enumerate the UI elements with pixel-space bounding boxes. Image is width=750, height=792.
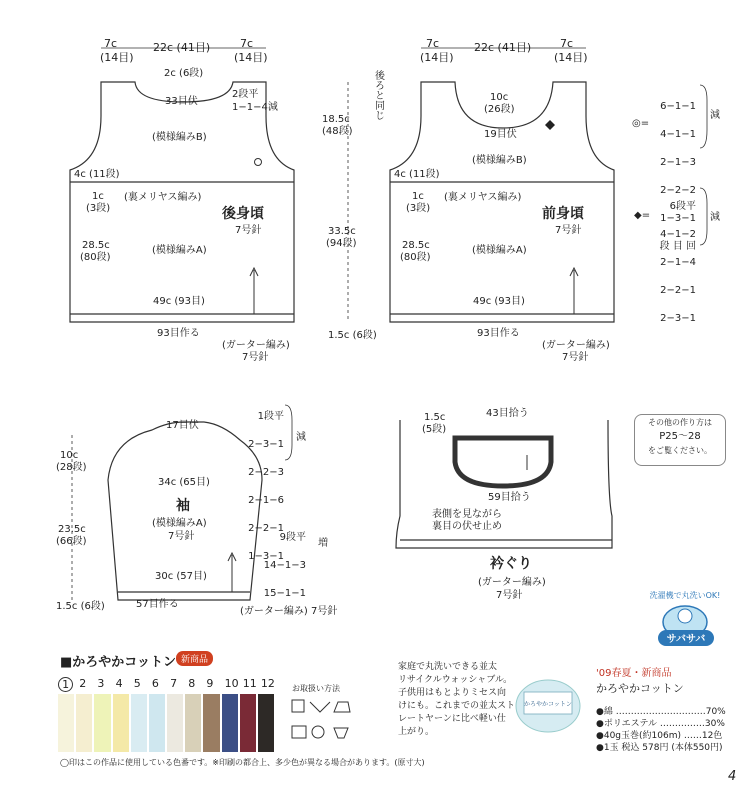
spec-cotton: ●綿 …………………………70% <box>596 707 726 717</box>
sleeve-inc-table: 9段平 14−1−3 15−1−1 <box>263 532 306 599</box>
season-label: '09春夏・新商品 <box>596 668 672 679</box>
collar-neck-band <box>455 438 551 486</box>
color-swatch <box>58 694 74 752</box>
collar-note-2: 裏目の伏せ止め <box>432 521 502 532</box>
front-neck-width: 22c (41目) <box>474 41 532 54</box>
sleeve-needle: 7号針 <box>168 531 195 542</box>
care-icons <box>290 698 354 746</box>
collar-garter: (ガーター編み) <box>478 577 546 588</box>
swatch-number: 8 <box>188 677 196 690</box>
sleeve-dec-label: 減 <box>296 432 306 443</box>
front-lower-rows: (80段) <box>400 252 431 263</box>
color-swatch <box>113 694 129 752</box>
dry-icon <box>292 726 306 738</box>
back-neck-cast-off: 33目伏 <box>165 96 198 107</box>
collar-needle: 7号針 <box>496 590 523 601</box>
back-needle: 7号針 <box>235 225 262 236</box>
front-left-stitches: (14目) <box>420 51 454 64</box>
swatch-number: 7 <box>170 677 178 690</box>
collar-note-1: 表側を見ながら <box>432 509 502 520</box>
front-reverse-label: (裏メリヤス編み) <box>444 192 522 203</box>
washable-badge <box>630 578 740 653</box>
front-side-label: 4c (11段) <box>394 169 440 180</box>
circle-decrease-label: 減 <box>710 110 720 121</box>
color-swatch <box>167 694 183 752</box>
swatch-number: 6 <box>151 677 159 690</box>
color-swatch <box>185 694 201 752</box>
color-swatch <box>76 694 92 752</box>
back-band-height: 1c <box>92 191 104 202</box>
swatch-number: 11 <box>242 677 257 690</box>
back-lower-rows: (80段) <box>80 252 111 263</box>
front-pattern-a: (模様編みA) <box>472 245 527 256</box>
color-swatch <box>240 694 256 752</box>
collar-name: 衿ぐり <box>490 556 532 572</box>
swatch-number: 4 <box>115 677 123 690</box>
front-right-width: 7c <box>560 37 574 50</box>
back-reverse-label: (裏メリヤス編み) <box>124 192 202 203</box>
yarn-description: 家庭で丸洗いできる並太 リサイクルウォッシャブル。 子供用はもとよりミセス向 けにも。これまでの並太スト レートヤーンに比べ軽い仕 上がり。 <box>398 662 516 737</box>
front-pattern-b: (模様編みB) <box>472 155 527 166</box>
total-rows: (94段) <box>326 238 357 249</box>
back-garter-needle: 7号針 <box>242 352 269 363</box>
front-body-name: 前身頃 <box>542 206 584 222</box>
front-right-stitches: (14目) <box>554 51 588 64</box>
front-band-height: 1c <box>412 191 424 202</box>
collar-band: 1.5c <box>424 412 446 423</box>
front-garter-needle: 7号針 <box>562 352 589 363</box>
color-swatches <box>58 694 276 752</box>
color-swatch <box>203 694 219 752</box>
sleeve-hem: 1.5c (6段) <box>56 601 105 612</box>
color-swatch <box>258 694 274 752</box>
back-body-name: 後身頃 <box>222 206 264 222</box>
back-left-width: 7c <box>104 37 118 50</box>
back-lower-height: 28.5c <box>82 240 110 251</box>
back-band-rows: (3段) <box>86 203 111 214</box>
back-armhole-height: 18.5c <box>322 114 350 125</box>
front-cast-on: 93目作る <box>477 328 520 339</box>
color-footnote: ◯印はこの作品に使用している色番です。※印刷の都合上、多少色が異なる場合があります。(原寸大) <box>60 758 425 767</box>
front-neck-depth: 10c <box>490 92 509 103</box>
spec-ball: ●40g玉巻(約106m) ……12色 <box>596 731 723 741</box>
front-left-width: 7c <box>426 37 440 50</box>
badge-logo: サバサバ <box>666 634 706 645</box>
front-bottom-width: 49c (93目) <box>473 296 525 307</box>
swatch-number: 3 <box>97 677 105 690</box>
hem-height: 1.5c (6段) <box>328 330 377 341</box>
product-name: かろやかコットン <box>596 682 684 695</box>
color-swatch <box>222 694 238 752</box>
front-garter: (ガーター編み) <box>542 340 610 351</box>
back-bottom-width: 49c (93目) <box>153 296 205 307</box>
back-side-label: 4c (11段) <box>74 169 120 180</box>
diamond-decrease-table: 6段平 4−1−2 2−1−4 2−2−1 2−3−1 <box>660 201 696 324</box>
front-neck-cast-off: 19目伏 <box>484 129 517 140</box>
iron-icon <box>334 702 350 712</box>
back-shoulder-rows: 2段平 <box>232 89 259 100</box>
sleeve-body-rows: (66段) <box>56 536 87 547</box>
ball-label: かろやかコットン <box>524 701 572 708</box>
back-left-stitches: (14目) <box>100 51 134 64</box>
color-swatch <box>131 694 147 752</box>
back-pattern-a: (模様編みA) <box>152 245 207 256</box>
sleeve-cast-off: 17目伏 <box>166 420 199 431</box>
dryclean-icon <box>312 726 324 738</box>
no-bleach-icon <box>310 702 330 712</box>
circle-decrease-table: 6−1−1 4−1−1 2−1−3 2−2−2 1−3−1 段 目 回 <box>659 101 696 252</box>
sleeve-cap-dec-table: 1段平 2−3−1 2−2−3 2−1−6 2−2−1 1−3−1 <box>248 411 284 562</box>
sleeve-cap-height: 10c <box>60 450 79 461</box>
back-shoulder-dec: 1−1−4減 <box>232 102 278 113</box>
front-needle: 7号針 <box>555 225 582 236</box>
spec-polyester: ●ポリエステル ……………30% <box>596 719 725 729</box>
sleeve-name: 袖 <box>176 498 190 514</box>
front-neck-rows: (26段) <box>484 104 515 115</box>
collar-pickup-bottom: 59目拾う <box>488 492 531 503</box>
swatch-number: 2 <box>79 677 87 690</box>
sleeve-pattern: (模様編みA) <box>152 518 207 529</box>
sleeve-cast-on: 57目作る <box>136 599 179 610</box>
sleeve-inc-label: 増 <box>318 538 328 549</box>
yarn-ball <box>512 666 584 738</box>
front-lower-height: 28.5c <box>402 240 430 251</box>
page-number: 4 <box>728 769 737 784</box>
front-band-rows: (3段) <box>406 203 431 214</box>
swatch-number: 9 <box>206 677 214 690</box>
diamond-symbol: ◆= <box>634 210 651 221</box>
same-as-back: 後ろと同じ <box>372 70 384 120</box>
color-swatch <box>149 694 165 752</box>
swatch-number: 1 <box>58 677 73 692</box>
hang-dry-icon <box>334 728 348 738</box>
circle-symbol: ◎= <box>632 118 650 129</box>
care-label: お取扱い方法 <box>292 684 340 693</box>
sleeve-body-height: 23.5c <box>58 524 86 535</box>
sleeve-lower-width: 30c (57目) <box>155 571 207 582</box>
color-swatch <box>94 694 110 752</box>
swatch-number: 5 <box>133 677 141 690</box>
swatch-number: 10 <box>224 677 239 690</box>
sleeve-cap-rows: (28段) <box>56 462 87 473</box>
back-cast-on: 93目作る <box>157 328 200 339</box>
sleeve-garter: (ガーター編み) 7号針 <box>240 606 338 617</box>
spec-price: ●1玉 税込 578円 (本体550円) <box>596 743 723 753</box>
back-pattern-b: (模様編みB) <box>152 132 207 143</box>
yarn-title: ■かろやかコットン <box>60 655 177 670</box>
washtub-icon <box>292 700 304 712</box>
diamond-decrease-label: 減 <box>710 212 720 223</box>
total-height: 33.5c <box>328 226 356 237</box>
swatch-number: 12 <box>260 677 275 690</box>
back-right-width: 7c <box>240 37 254 50</box>
collar-band-rows: (5段) <box>422 424 447 435</box>
back-right-stitches: (14目) <box>234 51 268 64</box>
collar-pickup-top: 43目拾う <box>486 408 529 419</box>
back-neck-rows: 2c (6段) <box>164 68 204 79</box>
badge-arc-text: 洗濯機で丸洗いOK! <box>649 591 721 600</box>
back-garter: (ガーター編み) <box>222 340 290 351</box>
sleeve-upper-width: 34c (65目) <box>158 477 210 488</box>
back-neck-width: 22c (41目) <box>153 41 211 54</box>
back-armhole-rows: (48段) <box>322 126 353 137</box>
new-product-tag: 新商品 <box>176 651 213 666</box>
other-instructions-box: その他の作り方は P25〜28 をご覧ください。 <box>634 414 726 466</box>
